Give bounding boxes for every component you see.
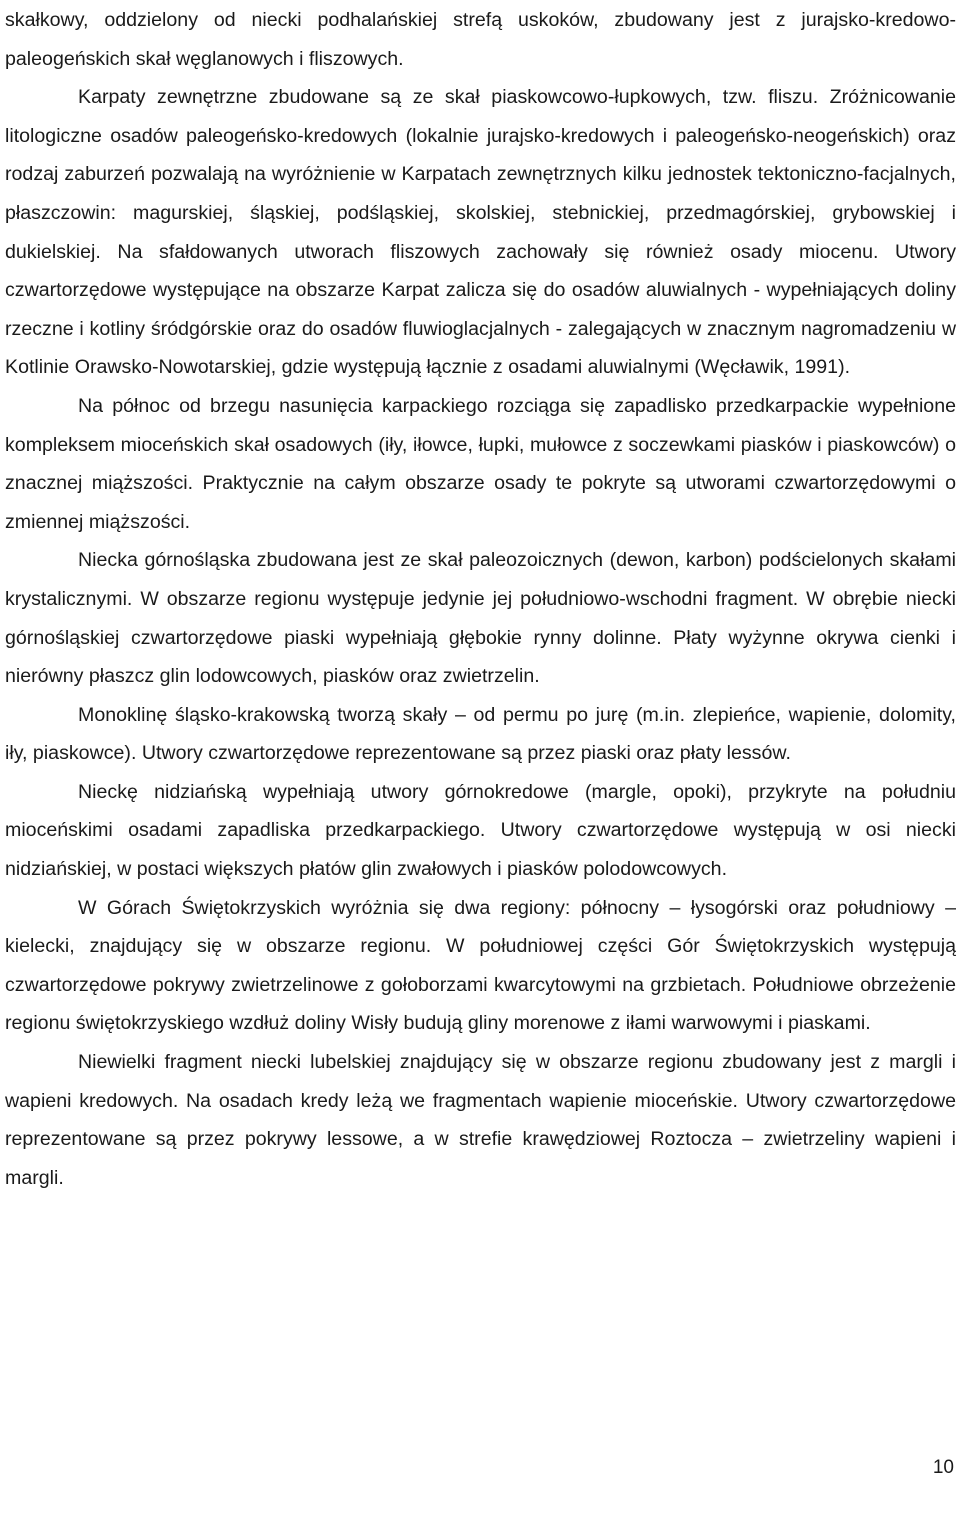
paragraph-niecka-nidzianska: Nieckę nidziańską wypełniają utwory górnokredowe (margle, opoki), przykryte na południu mioceńskimi osadami zapadliska przedkarpackiego. Utwory czwartorzędowe występują w osi niecki nidziańskiej, w postaci większych płatów glin zwałowych i piasków polodowcowych. <box>5 780 956 881</box>
paragraph-niecka-lubelska: Niewielki fragment niecki lubelskiej znajdujący się w obszarze regionu zbudowany jest z margli i wapieni kredowych. Na osadach kredy leżą we fragmentach wapienie mioceńskie. Utwory czwartorzędowe reprezentowane są przez pokrywy lessowe, a w strefie krawędziowej Roztocza – zwietrzeliny wapieni i margli. <box>5 1051 956 1189</box>
paragraph-gory-swietokrzyskie: W Górach Świętokrzyskich wyróżnia się dwa regiony: północny – łysogórski oraz południowy – kielecki, znajdujący się w obszarze regionu. W południowej części Gór Świętokrzyskich występują czwartorzędowe pokrywy zwietrzelinowe z gołoborzami kwarcytowymi na grzbietach. Południowe obrzeżenie regionu świętokrzyskiego wzdłuż doliny Wisły budują gliny morenowe z iłami warwowymi i piaskami. <box>5 896 956 1035</box>
paragraph-continuation: skałkowy, oddzielony od niecki podhalańskiej strefą uskoków, zbudowany jest z jurajsko-kredowo-paleogeńskich skał węglanowych i fliszowych. <box>5 9 956 70</box>
document-page <box>5 0 956 1197</box>
paragraph-karpaty-zewnetrzne: Karpaty zewnętrzne zbudowane są ze skał piaskowcowo-łupkowych, tzw. fliszu. Zróżnicowanie litologiczne osadów paleogeńsko-kredowych (lokalnie jurajsko-kredowych i paleogeńsko-neogeńskich) oraz rodzaj zaburzeń pozwalają na wyróżnienie w Karpatach zewnętrznych kilku jednostek tektoniczno-facjalnych, płaszczowin: magurskiej, śląskiej, podśląskiej, skolskiej, stebnickiej, przedmagórskiej, grybowskiej i dukielskiej. Na sfałdowanych utworach fliszowych zachowały się również osady miocenu. Utwory czwartorzędowe występujące na obszarze Karpat zalicza się do osadów aluwialnych - wypełniających doliny rzeczne i kotliny śródgórskie oraz do osadów fluwioglacjalnych - zalegających w znacznym nagromadzeniu w Kotlinie Orawsko-Nowotarskiej, gdzie występują łącznie z osadami aluwialnymi (Węcławik, 1991). <box>5 86 956 379</box>
paragraph-niecka-gornoslaska: Niecka górnośląska zbudowana jest ze skał paleozoicznych (dewon, karbon) podścielonych skałami krystalicznymi. W obszarze regionu występuje jedynie jej południowo-wschodni fragment. W obrębie niecki górnośląskiej czwartorzędowe piaski wypełniają głębokie rynny dolinne. Płaty wyżynne okrywa cienki i nierówny płaszcz glin lodowcowych, piasków oraz zwietrzelin. <box>5 549 956 688</box>
paragraph-monoklina-slasko-krakowska: Monoklinę śląsko-krakowską tworzą skały – od permu po jurę (m.in. zlepieńce, wapienie, dolomity, iły, piaskowce). Utwory czwartorzędowe reprezentowane są przez piaski oraz płaty lessów. <box>5 703 956 765</box>
page-number: 10 <box>932 1457 954 1478</box>
paragraph-zapadlisko-przedkarpackie: Na północ od brzegu nasunięcia karpackiego rozciąga się zapadlisko przedkarpackie wypełnione kompleksem mioceńskich skał osadowych (iły, iłowce, łupki, mułowce z soczewkami piasków i piaskowców) o znacznej miąższości. Praktycznie na całym obszarze osady te pokryte są utworami czwartorzędowymi o zmiennej miąższości. <box>5 394 956 533</box>
